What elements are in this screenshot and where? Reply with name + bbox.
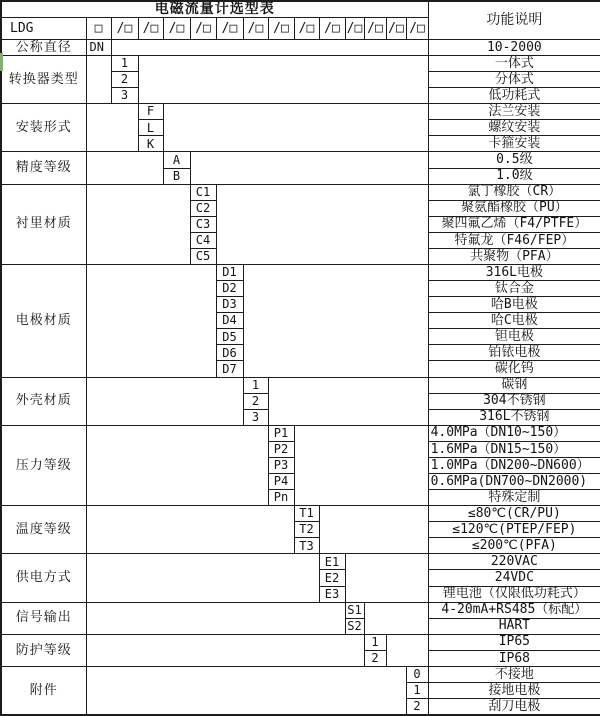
- code-slot-box: /□: [216, 17, 243, 39]
- option-code-cell: 1: [243, 377, 268, 393]
- option-description: 220VAC: [428, 554, 600, 570]
- category-label: 转换器类型: [1, 55, 86, 103]
- option-code-cell: P4: [268, 473, 294, 489]
- option-code-cell: 2: [364, 650, 386, 666]
- empty-span-cell: [86, 152, 163, 184]
- option-code-cell: D7: [216, 361, 243, 377]
- option-description: 4.0MPa（DN10~150）: [428, 425, 600, 441]
- diameter-code-cell: DN: [86, 39, 111, 55]
- option-code-cell: 1: [364, 634, 386, 650]
- code-slot-box: /□: [138, 17, 163, 39]
- option-description: 304不锈钢: [428, 393, 600, 409]
- empty-span-cell: [86, 634, 364, 666]
- option-description: 哈B电极: [428, 297, 600, 313]
- empty-span-cell: [268, 377, 428, 425]
- option-code-cell: E1: [319, 554, 345, 570]
- option-code-cell: C1: [190, 184, 216, 200]
- category-label: 供电方式: [1, 554, 86, 602]
- category-label: 精度等级: [1, 152, 86, 184]
- option-description: 316L电极: [428, 264, 600, 280]
- option-code-cell: E3: [319, 586, 345, 602]
- option-code-cell: L: [138, 120, 163, 136]
- empty-span-cell: [345, 554, 428, 602]
- code-slot-box: /□: [386, 17, 406, 39]
- option-code-cell: 2: [406, 699, 428, 715]
- empty-span-cell: [86, 55, 111, 103]
- option-code-cell: T3: [294, 538, 319, 554]
- option-description: 铂铱电极: [428, 345, 600, 361]
- code-slot-box: /□: [364, 17, 386, 39]
- option-description: IP65: [428, 634, 600, 650]
- option-code-cell: A: [163, 152, 190, 168]
- category-label: 温度等级: [1, 506, 86, 554]
- code-slot-box: /□: [111, 17, 138, 39]
- empty-span-cell: [111, 39, 428, 55]
- code-slot-box: /□: [243, 17, 268, 39]
- option-description: 不接地: [428, 666, 600, 682]
- option-description: IP68: [428, 650, 600, 666]
- code-slot-box: /□: [406, 17, 428, 39]
- option-description: ≤120℃(PTEP/FEP): [428, 522, 600, 538]
- option-description: 316L不锈钢: [428, 409, 600, 425]
- option-code-cell: D4: [216, 313, 243, 329]
- option-code-cell: 3: [243, 409, 268, 425]
- option-code-cell: F: [138, 104, 163, 120]
- option-description: 法兰安装: [428, 104, 600, 120]
- empty-span-cell: [243, 264, 428, 377]
- option-description: 卡箍安装: [428, 136, 600, 152]
- option-description: 4-20mA+RS485（标配）: [428, 602, 600, 618]
- code-slot-box: /□: [294, 17, 319, 39]
- option-description: 1.0级: [428, 168, 600, 184]
- category-label: 压力等级: [1, 425, 86, 505]
- option-description: 共聚物（PFA）: [428, 248, 600, 264]
- option-code-cell: D5: [216, 329, 243, 345]
- option-code-cell: D1: [216, 264, 243, 280]
- option-code-cell: E2: [319, 570, 345, 586]
- empty-span-cell: [86, 506, 294, 554]
- option-code-cell: P3: [268, 457, 294, 473]
- function-column-header: 功能说明: [428, 1, 600, 39]
- option-code-cell: C2: [190, 200, 216, 216]
- option-code-cell: 2: [111, 72, 138, 88]
- option-description: 聚氨酯橡胶（PU）: [428, 200, 600, 216]
- code-slot-box: /□: [163, 17, 190, 39]
- option-description: 1.0MPa（DN200~DN600）: [428, 457, 600, 473]
- category-label: 电极材质: [1, 264, 86, 377]
- category-label: 防护等级: [1, 634, 86, 666]
- empty-span-cell: [86, 425, 268, 505]
- option-description: 接地电极: [428, 683, 600, 699]
- option-code-cell: D3: [216, 297, 243, 313]
- option-code-cell: P1: [268, 425, 294, 441]
- category-label: 附件: [1, 666, 86, 715]
- option-description: 特氟龙（F46/FEP）: [428, 232, 600, 248]
- option-description: 0.5级: [428, 152, 600, 168]
- option-description: ≤200℃(PFA): [428, 538, 600, 554]
- option-code-cell: Pn: [268, 490, 294, 506]
- code-slot-box: /□: [190, 17, 216, 39]
- option-code-cell: 2: [243, 393, 268, 409]
- empty-span-cell: [216, 184, 428, 264]
- option-code-cell: K: [138, 136, 163, 152]
- model-prefix: LDG: [1, 17, 86, 39]
- option-description: ≤80℃(CR/PU): [428, 506, 600, 522]
- category-label: 安装形式: [1, 104, 86, 152]
- empty-span-cell: [364, 602, 428, 634]
- empty-span-cell: [86, 264, 216, 377]
- option-code-cell: D6: [216, 345, 243, 361]
- option-description: 0.6MPa(DN700~DN2000): [428, 473, 600, 489]
- option-description: 特殊定制: [428, 490, 600, 506]
- option-code-cell: C5: [190, 248, 216, 264]
- option-description: 氯丁橡胶（CR）: [428, 184, 600, 200]
- option-description: 钽电极: [428, 329, 600, 345]
- option-description: 聚四氟乙烯（F4/PTFE）: [428, 216, 600, 232]
- option-description: 低功耗式: [428, 88, 600, 104]
- option-code-cell: D2: [216, 281, 243, 297]
- option-description: 分体式: [428, 72, 600, 88]
- option-description: 碳钢: [428, 377, 600, 393]
- option-description: 24VDC: [428, 570, 600, 586]
- empty-span-cell: [86, 554, 319, 602]
- option-code-cell: S1: [345, 602, 364, 618]
- table-title: 电磁流量计选型表: [1, 1, 428, 17]
- option-description: HART: [428, 618, 600, 634]
- option-code-cell: 3: [111, 88, 138, 104]
- option-description: 哈C电极: [428, 313, 600, 329]
- diameter-description: 10-2000: [428, 39, 600, 55]
- category-label-diameter: 公称直径: [1, 39, 86, 55]
- option-description: 锂电池（仅限低功耗式）: [428, 586, 600, 602]
- option-description: 螺纹安装: [428, 120, 600, 136]
- empty-span-cell: [294, 425, 428, 505]
- option-code-cell: 1: [406, 683, 428, 699]
- empty-span-cell: [86, 602, 345, 634]
- option-description: 碳化钨: [428, 361, 600, 377]
- option-code-cell: C3: [190, 216, 216, 232]
- option-description: 刮刀电极: [428, 699, 600, 715]
- empty-span-cell: [163, 104, 428, 152]
- option-code-cell: T1: [294, 506, 319, 522]
- category-label: 信号输出: [1, 602, 86, 634]
- option-code-cell: B: [163, 168, 190, 184]
- code-slot-box: /□: [345, 17, 364, 39]
- empty-span-cell: [319, 506, 428, 554]
- code-slot-box: □: [86, 17, 111, 39]
- option-code-cell: C4: [190, 232, 216, 248]
- category-label: 衬里材质: [1, 184, 86, 264]
- option-description: 1.6MPa（DN15~150）: [428, 441, 600, 457]
- empty-span-cell: [86, 184, 190, 264]
- option-code-cell: P2: [268, 441, 294, 457]
- code-slot-box: /□: [319, 17, 345, 39]
- option-code-cell: 0: [406, 666, 428, 682]
- empty-span-cell: [86, 104, 138, 152]
- option-description: 一体式: [428, 55, 600, 71]
- empty-span-cell: [386, 634, 428, 666]
- empty-span-cell: [86, 666, 406, 715]
- code-slot-box: /□: [268, 17, 294, 39]
- option-code-cell: 1: [111, 55, 138, 71]
- empty-span-cell: [190, 152, 428, 184]
- empty-span-cell: [138, 55, 428, 103]
- category-label: 外壳材质: [1, 377, 86, 425]
- option-code-cell: T2: [294, 522, 319, 538]
- option-code-cell: S2: [345, 618, 364, 634]
- empty-span-cell: [86, 377, 243, 425]
- option-description: 钛合金: [428, 281, 600, 297]
